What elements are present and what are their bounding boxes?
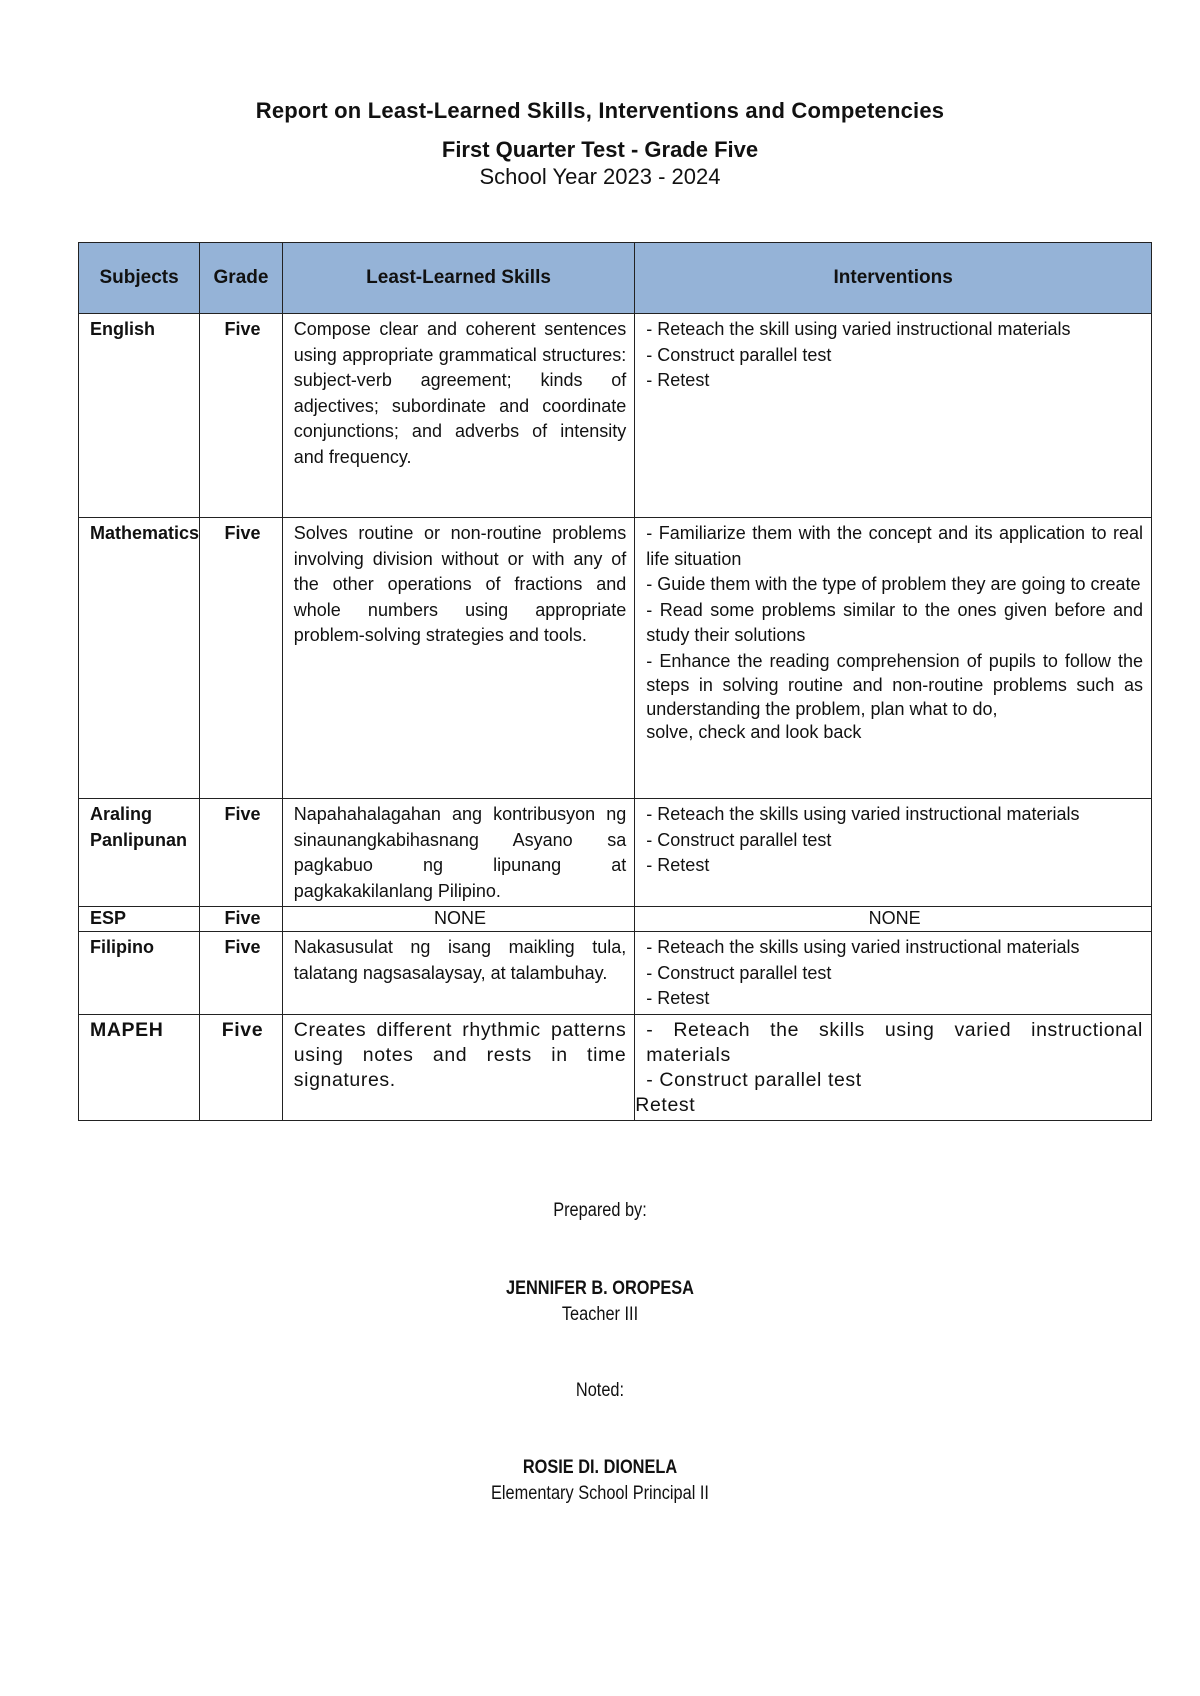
column-header-skills: Least-Learned Skills — [282, 243, 635, 314]
intervention-item: - Reteach the skill using varied instructional materials — [646, 319, 1071, 339]
intervention-item: - Guide them with the type of problem they are going to create — [646, 574, 1141, 594]
intervention-item: - Construct parallel test — [646, 829, 832, 850]
interventions-cell — [635, 799, 1152, 907]
grade-cell: Five — [200, 518, 283, 799]
table-row — [79, 1014, 1152, 1120]
intervention-item: - Enhance the reading comprehension of pupils to follow the steps in solving routine and non-routine problems such as understanding the problem, plan what to do, — [646, 650, 1143, 719]
grade-cell: Five — [200, 314, 283, 518]
subject-cell: MAPEH — [79, 1014, 200, 1120]
skills-cell: Solves routine or non-routine problems involving division without or with any of the other operations of fractions and whole numbers using appropriate problem-solving strategies and tools. — [282, 518, 635, 799]
grade-cell: Five — [200, 907, 283, 932]
noted-by-name: ROSIE DI. DIONELA — [522, 1457, 678, 1478]
intervention-item: - Construct parallel test — [646, 1068, 862, 1091]
skills-cell: Creates different rhythmic patterns using notes and rests in time signatures. — [282, 1014, 635, 1120]
subject-cell: English — [79, 314, 200, 518]
noted-label: Noted: — [575, 1380, 625, 1401]
table-row — [79, 907, 1152, 932]
intervention-item: - Reteach the skills using varied instructional materials — [646, 937, 1080, 957]
intervention-item: - Familiarize them with the concept and its application to real life situation — [646, 523, 1143, 569]
intervention-item: - Retest — [646, 855, 710, 875]
table-header-row — [79, 243, 1152, 314]
column-header-grade: Grade — [200, 243, 283, 314]
table-row — [79, 932, 1152, 1015]
intervention-item: Retest — [635, 1093, 696, 1116]
interventions-cell — [635, 932, 1152, 1015]
column-header-interventions: Interventions — [635, 243, 1152, 314]
intervention-item: - Construct parallel test — [646, 962, 832, 983]
intervention-item: solve, check and look back — [646, 721, 862, 742]
intervention-item: - Retest — [646, 988, 710, 1008]
skills-cell: Napahahalagahan ang kontribusyon ng sinaunangkabihasnang Asyano sa pagkabuo ng lipunang at pagkakakilanlang Pilipino. — [282, 799, 635, 907]
skills-table — [78, 242, 1152, 1121]
skills-cell: Nakasusulat ng isang maikling tula, talatang nagsasalaysay, at talambuhay. — [282, 932, 635, 1015]
intervention-item: - Read some problems similar to the ones given before and study their solutions — [646, 599, 1143, 645]
intervention-item: - Construct parallel test — [646, 344, 832, 365]
school-year: School Year 2023 - 2024 — [479, 164, 721, 189]
interventions-cell — [635, 518, 1152, 799]
prepared-by-name: JENNIFER B. OROPESA — [506, 1278, 694, 1299]
intervention-item: - Reteach the skills using varied instructional materials — [646, 804, 1080, 824]
intervention-item: - Reteach the skills using varied instructional materials — [646, 1018, 1143, 1066]
intervention-item: - Retest — [646, 370, 710, 390]
column-header-subjects: Subjects — [79, 243, 200, 314]
grade-cell: Five — [200, 799, 283, 907]
table-row — [79, 799, 1152, 907]
subject-cell: Araling Panlipunan — [79, 799, 200, 907]
prepared-by-label: Prepared by: — [553, 1200, 647, 1221]
skills-cell: Compose clear and coherent sentences using appropriate grammatical structures: subject-verb agreement; kinds of adjectives; subordinate and coordinate conjunctions; and adverbs of intensity and frequency. — [282, 314, 635, 518]
report-title: Report on Least-Learned Skills, Interventions and Competencies — [255, 98, 945, 123]
table-row — [79, 314, 1152, 518]
subject-cell: ESP — [79, 907, 200, 932]
table-row — [79, 518, 1152, 799]
prepared-by-title: Teacher III — [561, 1304, 639, 1325]
grade-cell: Five — [200, 932, 283, 1015]
skills-cell: NONE — [282, 907, 635, 932]
noted-by-title: Elementary School Principal II — [491, 1483, 709, 1504]
interventions-cell: NONE — [635, 907, 1152, 932]
interventions-cell — [635, 1014, 1152, 1120]
report-subtitle: First Quarter Test - Grade Five — [441, 137, 759, 162]
subject-cell: Mathematics — [79, 518, 200, 799]
interventions-cell — [635, 314, 1152, 518]
grade-cell: Five — [200, 1014, 283, 1120]
subject-cell: Filipino — [79, 932, 200, 1015]
